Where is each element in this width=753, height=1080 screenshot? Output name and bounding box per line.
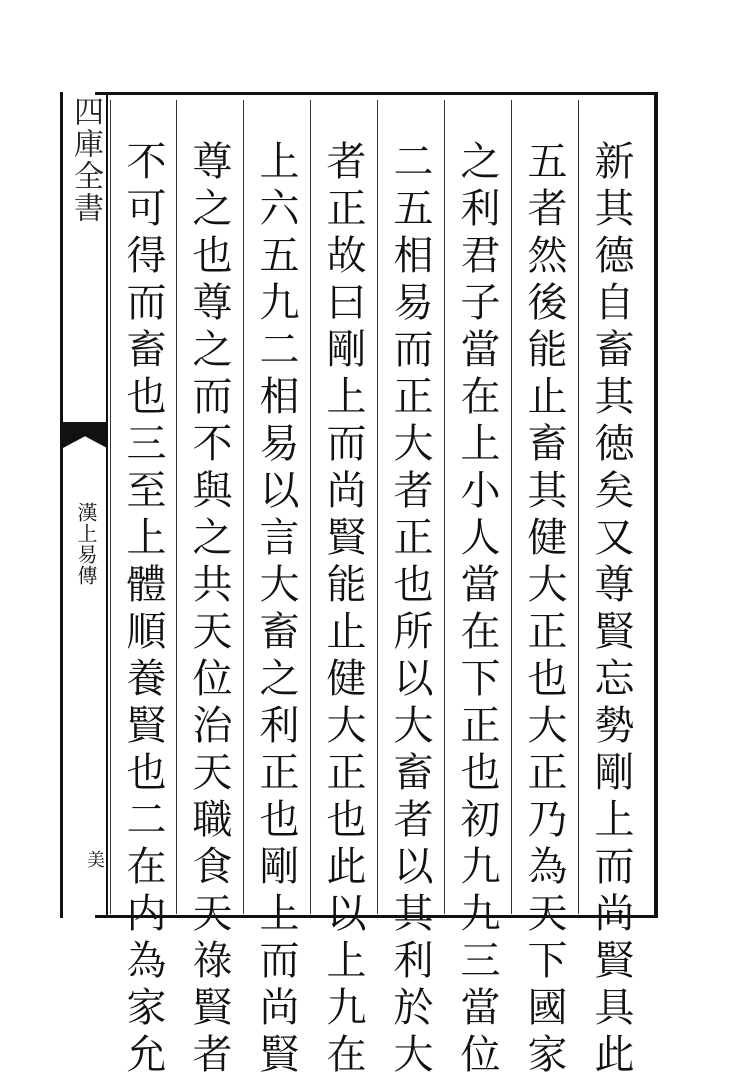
page-marker: 美: [84, 850, 105, 868]
column-rule: [176, 100, 177, 914]
column-rule: [243, 100, 244, 914]
column-rule: [310, 100, 311, 914]
column-rule: [110, 100, 111, 914]
column-text: 尊之也尊之而不與之共天位治天職食天祿賢者: [186, 140, 232, 1080]
column-text: 五者然後能止畜其健大正也大正乃為天下國家: [521, 140, 567, 1080]
text-column-5: [310, 100, 376, 1080]
column-rule: [578, 100, 579, 914]
text-column-8: [110, 100, 176, 1080]
column-text: 之利君子當在上小人當在下正也初九九三當位: [454, 140, 500, 1080]
column-text: 二五相易而正大者正也所以大畜者以其利於大: [387, 140, 433, 1080]
text-column-2: [511, 100, 577, 1080]
column-text: 上六五九二相易以言大畜之利正也剛上而尚賢: [253, 140, 299, 1080]
book-title: 漢上易傳: [74, 502, 98, 586]
collection-title: 四庫全書: [68, 96, 103, 224]
text-column-1: [578, 100, 644, 1080]
column-rule: [511, 100, 512, 914]
text-column-3: [444, 100, 510, 1080]
column-text: 不可得而畜也三至上體順養賢也二在内為家允: [120, 140, 166, 1080]
column-rule: [377, 100, 378, 914]
text-column-6: [243, 100, 309, 1080]
column-rule: [444, 100, 445, 914]
column-text: 者正故曰剛上而尚賢能止健大正也此以上九在: [320, 140, 366, 1080]
text-column-7: [176, 100, 242, 1080]
text-column-4: [377, 100, 443, 1080]
column-text: 新其德自畜其徳矣又尊賢忘勢剛上而尚賢具此: [588, 140, 634, 1080]
